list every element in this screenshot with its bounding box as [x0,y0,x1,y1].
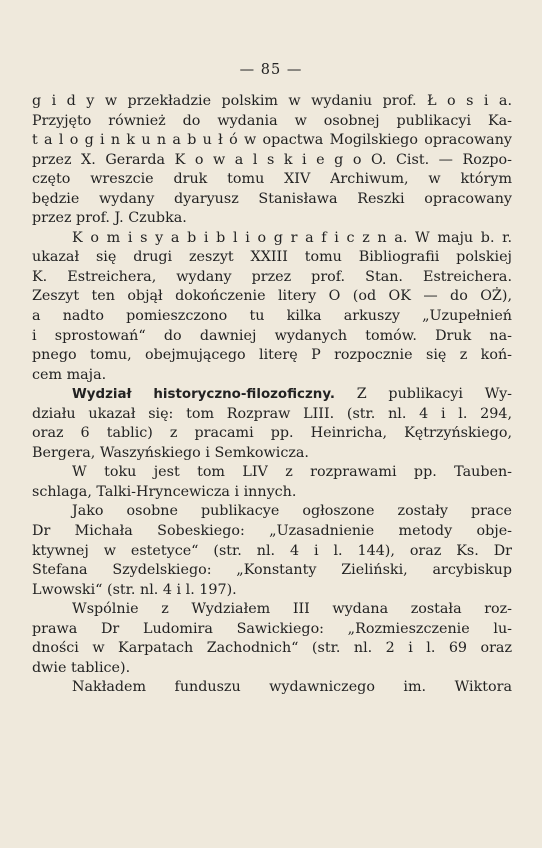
line-text: cem maja. [32,366,107,383]
text-line [32,112,512,132]
line-text: Dr Michała Sobeskiego: „Uzasadnienie metody obje- [32,523,512,540]
text-line [32,463,512,483]
line-text: ukazał się drugi zeszyt XXIII tomu Bibliografii polskiej [32,249,512,266]
line-text: Bergera, Waszyńskiego i Semkowicza. [32,444,309,461]
line-text: przez prof. J. Czubka. [32,210,187,227]
line-text: g i d y w przekładzie polskim w wydaniu prof. Ł o s i a. [32,93,512,109]
text-line [32,600,512,620]
text-line [32,581,512,601]
line-text: oraz 6 tablic) z pracami pp. Heinricha, Kętrzyńskiego, [32,425,512,442]
line-text: Zeszyt ten objął dokończenie litery O (od OK — do OŻ), [32,288,512,305]
line-text: ktywnej w estetyce“ (str. nl. 4 i l. 144), oraz Ks. Dr [32,542,512,559]
text-line [32,268,512,288]
line-text: Z publikacyi Wy- [334,386,512,403]
text-line [32,483,512,503]
line-text: K. Estreichera, wydany przez prof. Stan. Estreichera. [32,268,512,285]
text-line [32,170,512,190]
line-text: Nakładem funduszu wydawniczego im. Wiktora [72,679,512,696]
line-text: dności w Karpatach Zachodnich“ (str. nl. 2 i l. 69 oraz [32,640,512,657]
text-line [32,620,512,640]
line-text: Przyjęto również do wydania w osobnej publikacyi Ka- [32,112,512,129]
line-text: K o m i s y a b i b l i o g r a f i c z n a. W maju b. r. [72,229,512,246]
text-line [32,307,512,327]
line-text: i sprostowań“ do dawniej wydanych tomów. Druk na- [32,327,512,344]
text-line [32,366,512,386]
text-line [32,522,512,542]
text-line [32,405,512,425]
line-text: prawa Dr Ludomira Sawickiego: „Rozmieszczenie lu- [32,620,512,637]
line-text: W toku jest tom LIV z rozprawami pp. Tauben- [72,464,512,481]
text-line [32,287,512,307]
line-text: Jako osobne publikacye ogłoszone zostały prace [72,503,512,520]
line-text: Wspólnie z Wydziałem III wydana została roz- [72,601,512,618]
line-text: dwie tablice). [32,659,131,676]
section-heading: Wydział historyczno-filozoficzny. [72,387,335,403]
text-line [32,248,512,268]
text-line [32,639,512,659]
text-line [32,561,512,581]
text-line [32,346,512,366]
text-line [32,444,512,464]
page-number: — 85 — [239,62,303,78]
line-text: przez X. Gerarda K o w a l s k i e g o O. Cist. — Rozpo- [32,151,512,168]
line-text: częto wreszcie druk tomu XIV Archiwum, w którym [32,171,512,188]
line-text: a nadto pomieszczono tu kilka arkuszy „Uzupełnień [32,308,512,325]
text-line [32,229,512,249]
text-line [32,678,512,698]
text-line [32,502,512,522]
text-line [32,327,512,347]
text-line [32,131,512,151]
text-line [32,542,512,562]
line-text: schlaga, Talki-Hryncewicza i innych. [32,483,297,500]
line-text: t a l o g i n k u n a b u ł ó w opactwa Mogilskiego opracowany [32,132,512,149]
text-line [32,659,512,679]
text-line [32,209,512,229]
text-line [32,424,512,444]
line-text: pnego tomu, obejmującego literę P rozpocznie się z koń- [32,347,512,364]
line-text: będzie wydany dyaryusz Stanisława Reszki opracowany [32,190,512,207]
text-line [32,190,512,210]
text-line [32,385,512,405]
text-line [32,92,512,112]
line-text: Lwowski“ (str. nl. 4 i l. 197). [32,581,237,598]
line-text: działu ukazał się: tom Rozpraw LIII. (str. nl. 4 i l. 294, [32,405,512,422]
text-line [32,151,512,171]
body-text [32,92,512,698]
line-text: Stefana Szydelskiego: „Konstanty Zieliński, arcybiskup [32,562,512,579]
